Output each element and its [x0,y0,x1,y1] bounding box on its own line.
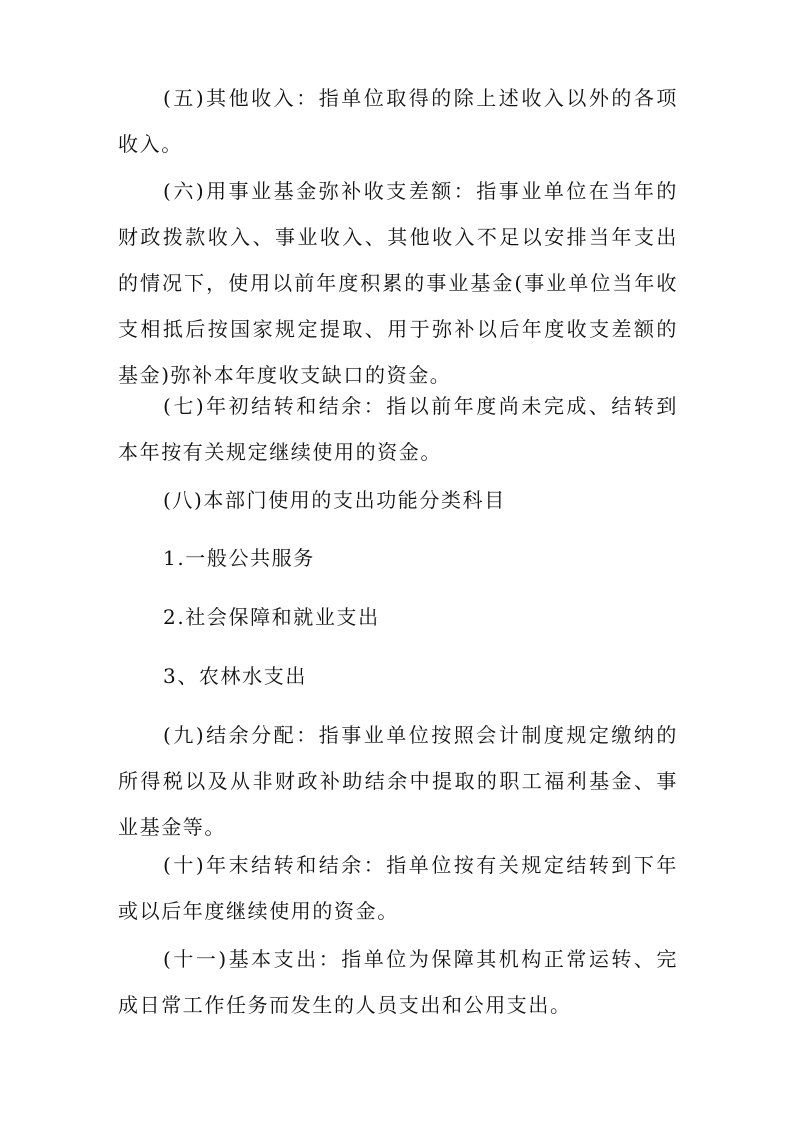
list-item-general-public-services: 1.一般公共服务 [163,546,315,570]
paragraph-business-fund-offset: (六)用事业基金弥补收支差额：指事业单位在当年的财政拨款收入、事业收入、其他收入不足以安排当年支出的情况下，使用以前年度积累的事业基金(事业单位当年收支相抵后按国家规定提取、用于弥补以后年度收支差额的基金)弥补本年度收支缺口的资金。 [118,179,678,387]
paragraph-function-classification: (八)本部门使用的支出功能分类科目 [163,488,506,512]
paragraph-closing-carryover: (十)年末结转和结余：指单位按有关规定结转到下年或以后年度继续使用的资金。 [118,853,678,923]
paragraph-basic-expenditure: (十一)基本支出：指单位为保障其机构正常运转、完成日常工作任务而发生的人员支出和公用支出。 [118,947,678,1017]
list-item-social-security: 2.社会保障和就业支出 [163,605,380,629]
paragraph-other-income: (五)其他收入：指单位取得的除上述收入以外的各项收入。 [118,86,678,156]
paragraph-opening-carryover: (七)年初结转和结余：指以前年度尚未完成、结转到本年按有关规定继续使用的资金。 [118,394,678,464]
paragraph-surplus-distribution: (九)结余分配：指事业单位按照会计制度规定缴纳的所得税以及从非财政补助结余中提取的职工福利基金、事业基金等。 [118,723,678,839]
list-item-agriculture: 3、农林水支出 [163,664,307,688]
